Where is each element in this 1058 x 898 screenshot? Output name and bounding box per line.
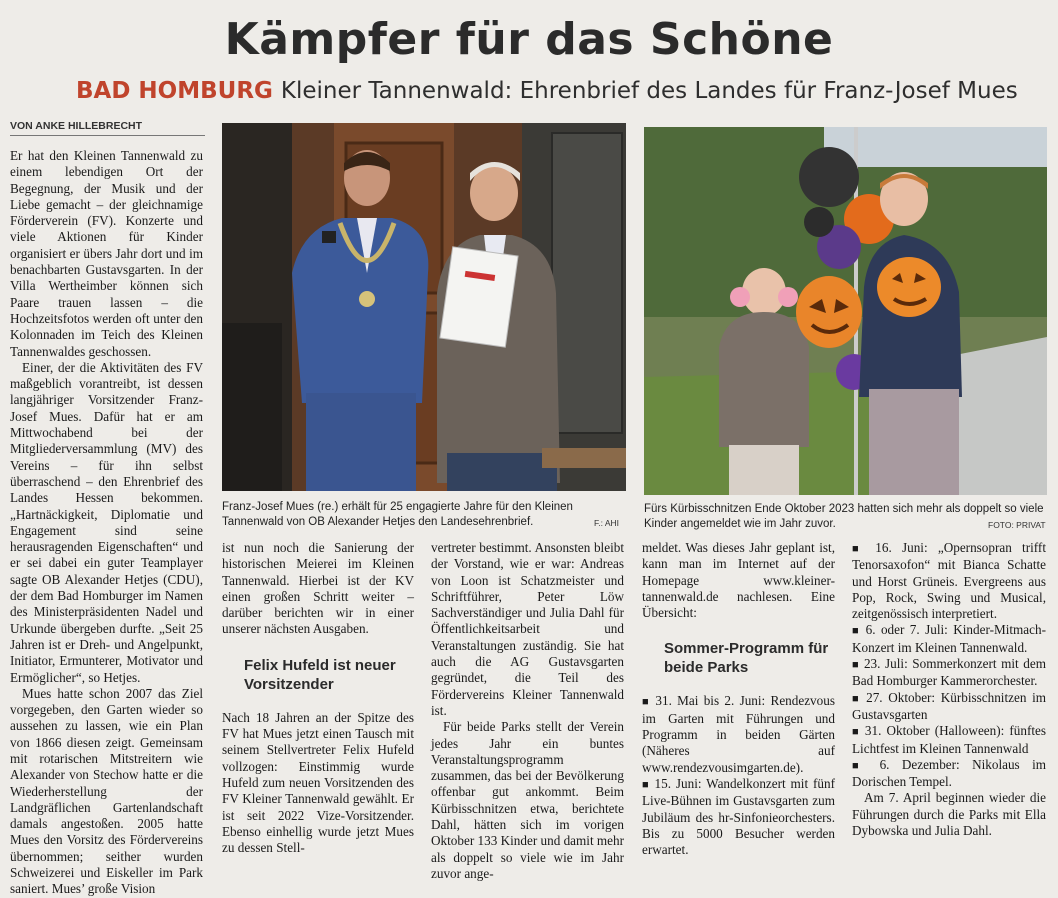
paragraph: vertreter bestimmt. Ansonsten bleibt der Vorstand, wie er war: Andreas von Loon ist Schatzmeister und Schriftführer, Peter Löw Sachverständiger und Julia Dahl für Öffentlichkeitsarbeit und Veranstaltungen zuständig. Sie hat auch die AG Gustavsgarten gegründet, die Teil des Fördervereins Kleiner Tannenwald ist. bbox=[431, 540, 624, 718]
list-item: ■ 23. Juli: Sommerkonzert mit dem Bad Homburger Kammerorchester. bbox=[852, 656, 1046, 690]
paragraph: Für beide Parks stellt der Verein jedes Jahr ein buntes Veranstaltungsprogramm zusammen, das bei der Bevölkerung offenbar gut ankommt. Beim Kürbisschnitzen etwa, berichtete Dahl, hätten sich im vorigen Oktober 133 Kinder und damit mehr als doppelt so viele wie im Jahr zuvor ange- bbox=[431, 719, 625, 881]
location-kicker: BAD HOMBURG bbox=[76, 78, 273, 104]
subheadline-text: Kleiner Tannenwald: Ehrenbrief des Landes für Franz-Josef Mues bbox=[280, 78, 1018, 104]
section-heading: Felix Hufeld ist neuer Vorsitzender bbox=[244, 656, 396, 693]
paragraph: Am 7. April beginnen wieder die Führungen durch die Parks mit Ella Dybowska und Julia Dahl. bbox=[852, 790, 1046, 839]
caption-text: Franz-Josef Mues (re.) erhält für 25 engagierte Jahre für den Kleinen Tannenwald von OB Alexander Hetjes den Landesehrenbrief. bbox=[222, 501, 573, 528]
photo-kids-pumpkins bbox=[644, 127, 1047, 495]
paragraph: Mues hatte schon 2007 das Ziel vorgegeben, den Garten wieder so aussehen zu lassen, wie ein Plan von 1866 diesen zeigt. Gemeinsam mit rotarischen Mitstreitern wie Alexander von Stechow hatte er die Wiederherstellung der Landgräflichen Gartenlandschaft damals angestoßen. 2005 hatte Mues den Vorsitz des Fördervereins übernommen; seither wurden Schweizerei und Eiskeller im Park saniert. Mues’ große Vision bbox=[10, 685, 203, 897]
article-column-2 bbox=[222, 540, 414, 856]
list-item: ■ 15. Juni: Wandelkonzert mit fünf Live-Bühnen im Gustavsgarten zum Jubiläum des hr-Sinfonieorchesters. Bis zu 5000 Besucher werden erwartet. bbox=[642, 776, 835, 858]
photo-credit-pumpkins: FOTO: PRIVAT bbox=[988, 520, 1046, 530]
article-column-1 bbox=[10, 148, 203, 897]
list-item: ■ 27. Oktober: Kürbisschnitzen im Gustavsgarten bbox=[852, 690, 1046, 724]
article-column-3 bbox=[431, 540, 625, 881]
photo-award-ceremony bbox=[222, 123, 626, 491]
list-item: ■ 16. Juni: „Opernsopran trifft Tenorsaxofon“ mit Bianca Schatte und Horst Grüneis. Evergreens aus Pop, Rock, Swing und Musical, zeitgenössisch interpretiert. bbox=[852, 540, 1046, 622]
article-column-5 bbox=[852, 540, 1046, 839]
event-list bbox=[852, 540, 1046, 790]
list-item: ■ 31. Oktober (Halloween): fünftes Lichtfest im Kleinen Tannenwald bbox=[852, 723, 1046, 757]
paragraph: ist nun noch die Sanierung der historischen Meierei im Kleinen Tannenwald. Hierbei ist der KV einen großen Schritt weiter – darüber berichten wir in einer unserer nächsten Ausgaben. bbox=[222, 540, 414, 637]
paragraph: Einer, der die Aktivitäten des FV maßgeblich vorantreibt, ist dessen langjähriger Vorsitzender Franz-Josef Mues. Dafür hat er am Mittwochabend bei der Mitgliederversammlung (MV) des Vereins – für ihn selbst überraschend – den Ehrenbrief des Landes Hessen bekommen. „Hartnäckigkeit, Diplomatie und Engagement sind seine herausragenden Eigenschaften“ und er sei dabei ein guter Teamplayer sagte OB Alexander Hetjes (CDU), der dem Bad Homburger im Namen des Ministerpräsidenten Nadel und Urkunde übergeben durfte. „Seit 25 Jahren ist er Dreh- und Angelpunkt, Initiator, Ermunterer, Motivator und Ermöglicher“, so Hetjes. bbox=[10, 359, 203, 685]
photo-caption-pumpkins bbox=[644, 502, 1047, 532]
paragraph: Er hat den Kleinen Tannenwald zu einem lebendigen Ort der Begegnung, der Musik und der Liebe gemacht – der gleichnamige Förderverein (FV). Konzerte und viele Aktionen für Kinder organisiert er übers Jahr dort und im benachbarten Gustavsgarten. In der Villa Wertheimber können sich Paare trauen lassen – die Hochzeitsfotos werden oft unter den Kolonnaden im Teich des Kleinen Tannenwaldes geschossen. bbox=[10, 148, 203, 359]
list-item: ■ 31. Mai bis 2. Juni: Rendezvous im Garten mit Führungen und Programm in beiden Gärten (Näheres auf www.rendezvousimgarten.de). bbox=[642, 693, 835, 775]
section-heading: Sommer-Programm für beide Parks bbox=[664, 640, 829, 677]
photo-credit-award: F.: AHI bbox=[594, 518, 620, 528]
list-item: ■ 6. Dezember: Nikolaus im Dorischen Tempel. bbox=[852, 757, 1046, 791]
caption-text: Fürs Kürbisschnitzen Ende Oktober 2023 hatten sich mehr als doppelt so viele Kinder angemeldet wie im Jahr zuvor. bbox=[644, 503, 1044, 530]
subheadline bbox=[76, 78, 1018, 104]
list-item: ■ 6. oder 7. Juli: Kinder-Mitmach-Konzert im Kleinen Tannenwald. bbox=[852, 622, 1046, 656]
event-list bbox=[642, 693, 835, 858]
paragraph: Nach 18 Jahren an der Spitze des FV hat Mues jetzt einen Tausch mit seinem Stellvertreter Felix Hufeld vollzogen: Einstimmig wurde Hufeld zum neuen Vorsitzenden des FV Kleiner Tannenwald gewählt. Er ist seit 2022 Vize-Vorsitzender. Ebenso einhellig wurde jetzt Mues zu dessen Stell- bbox=[222, 709, 414, 856]
article-column-4 bbox=[642, 540, 835, 858]
byline: VON ANKE HILLEBRECHT bbox=[10, 120, 205, 136]
headline: Kämpfer für das Schöne bbox=[224, 14, 834, 65]
paragraph: meldet. Was dieses Jahr geplant ist, kann man im Internet auf der Homepage www.kleiner-tannenwald.de nachlesen. Eine Übersicht: bbox=[642, 540, 835, 621]
photo-caption-award bbox=[222, 500, 626, 530]
